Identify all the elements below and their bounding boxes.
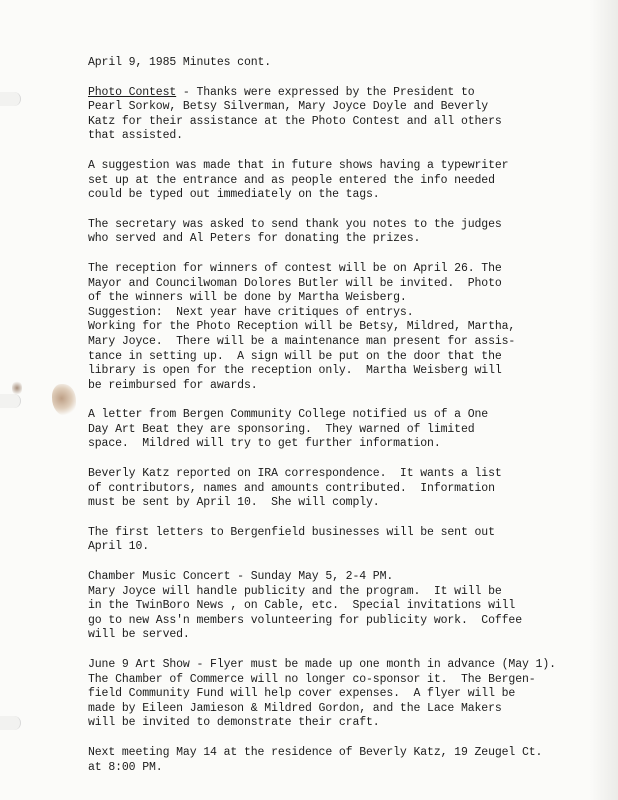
- next-meeting-line-1: Next meeting May 14 at the residence of Beverly Katz, 19 Zeugel Ct.: [88, 745, 543, 759]
- chamber-line-2: Mary Joyce will handle publicity and the program. It will be: [88, 584, 502, 598]
- reception-line-5: Working for the Photo Reception will be Betsy, Mildred, Martha,: [88, 320, 516, 334]
- chamber-line-4: go to new Ass'n members volunteering for publicity work. Coffee: [88, 613, 522, 627]
- next-meeting-line-2: at 8:00 PM.: [88, 760, 163, 774]
- chamber-line-1: Chamber Music Concert - Sunday May 5, 2-4 PM.: [88, 570, 394, 584]
- art-show-paragraph: [88, 658, 598, 731]
- chamber-line-5: will be served.: [88, 628, 190, 642]
- thank-you-paragraph: [88, 218, 598, 247]
- thank-you-line-2: who served and Al Peters for donating the prizes.: [88, 232, 421, 246]
- thank-you-line-1: The secretary was asked to send thank you notes to the judges: [88, 217, 502, 231]
- photo-contest-line-3: Katz for their assistance at the Photo Contest and all others: [88, 114, 502, 128]
- art-show-line-1: June 9 Art Show - Flyer must be made up one month in advance (May 1).: [88, 658, 556, 671]
- ira-line-2: of contributors, names and amounts contributed. Information: [88, 481, 495, 495]
- business-letters-paragraph: [88, 526, 598, 555]
- reception-paragraph: [88, 262, 598, 393]
- photo-contest-heading: Photo Contest: [88, 85, 177, 99]
- reception-line-7: tance in setting up. A sign will be put on the door that the: [88, 349, 502, 363]
- ira-line-3: must be sent by April 10. She will comply.: [88, 496, 380, 510]
- chamber-music-paragraph: [88, 570, 598, 643]
- reception-line-4: Suggestion: Next year have critiques of entrys.: [88, 305, 414, 319]
- art-show-line-4: made by Eileen Jamieson & Mildred Gordon, and the Lace Makers: [88, 701, 502, 715]
- reception-line-1: The reception for winners of contest will be on April 26. The: [88, 261, 502, 275]
- business-line-2: April 10.: [88, 540, 150, 554]
- binder-hole-middle: [0, 394, 21, 408]
- coffee-stain: [52, 384, 76, 416]
- photo-contest-paragraph: [88, 86, 598, 144]
- bergen-line-1: A letter from Bergen Community College notified us of a One: [88, 408, 489, 422]
- bergen-line-2: Day Art Beat they are sponsoring. They warned of limited: [88, 422, 475, 436]
- bergen-letter-paragraph: [88, 408, 598, 452]
- ink-mark: [12, 380, 22, 396]
- binder-hole-top: [0, 92, 21, 106]
- minutes-header: April 9, 1985 Minutes cont.: [88, 56, 272, 69]
- art-show-line-2: The Chamber of Commerce will no longer co-sponsor it. The Bergen-: [88, 672, 536, 686]
- typewriter-line-2: set up at the entrance and as people entered the info needed: [88, 173, 495, 187]
- art-show-line-3: field Community Fund will help cover expenses. A flyer will be: [88, 687, 516, 701]
- minutes-body: [88, 56, 598, 790]
- photo-contest-line-2: Pearl Sorkow, Betsy Silverman, Mary Joyce Doyle and Beverly: [88, 100, 489, 114]
- reception-line-8: library is open for the reception only. Martha Weisberg will: [88, 364, 502, 378]
- reception-line-2: Mayor and Councilwoman Dolores Butler will be invited. Photo: [88, 276, 502, 290]
- reception-line-3: of the winners will be done by Martha Weisberg.: [88, 291, 407, 305]
- binder-hole-bottom: [0, 716, 21, 730]
- typewriter-line-3: could be typed out immediately on the tags.: [88, 188, 380, 202]
- reception-line-6: Mary Joyce. There will be a maintenance man present for assis-: [88, 334, 516, 348]
- ira-paragraph: [88, 467, 598, 511]
- ira-line-1: Beverly Katz reported on IRA correspondence. It wants a list: [88, 467, 502, 481]
- typewriter-paragraph: [88, 159, 598, 203]
- chamber-line-3: in the TwinBoro News , on Cable, etc. Special invitations will: [88, 599, 516, 613]
- business-line-1: The first letters to Bergenfield businesses will be sent out: [88, 525, 495, 539]
- photo-contest-line-1: - Thanks were expressed by the President to: [176, 85, 475, 99]
- reception-line-9: be reimbursed for awards.: [88, 378, 258, 392]
- bergen-line-3: space. Mildred will try to get further information.: [88, 437, 441, 451]
- typewriter-line-1: A suggestion was made that in future shows having a typewriter: [88, 158, 509, 172]
- photo-contest-line-4: that assisted.: [88, 129, 183, 143]
- next-meeting-paragraph: [88, 746, 598, 775]
- art-show-line-5: will be invited to demonstrate their craft.: [88, 716, 380, 730]
